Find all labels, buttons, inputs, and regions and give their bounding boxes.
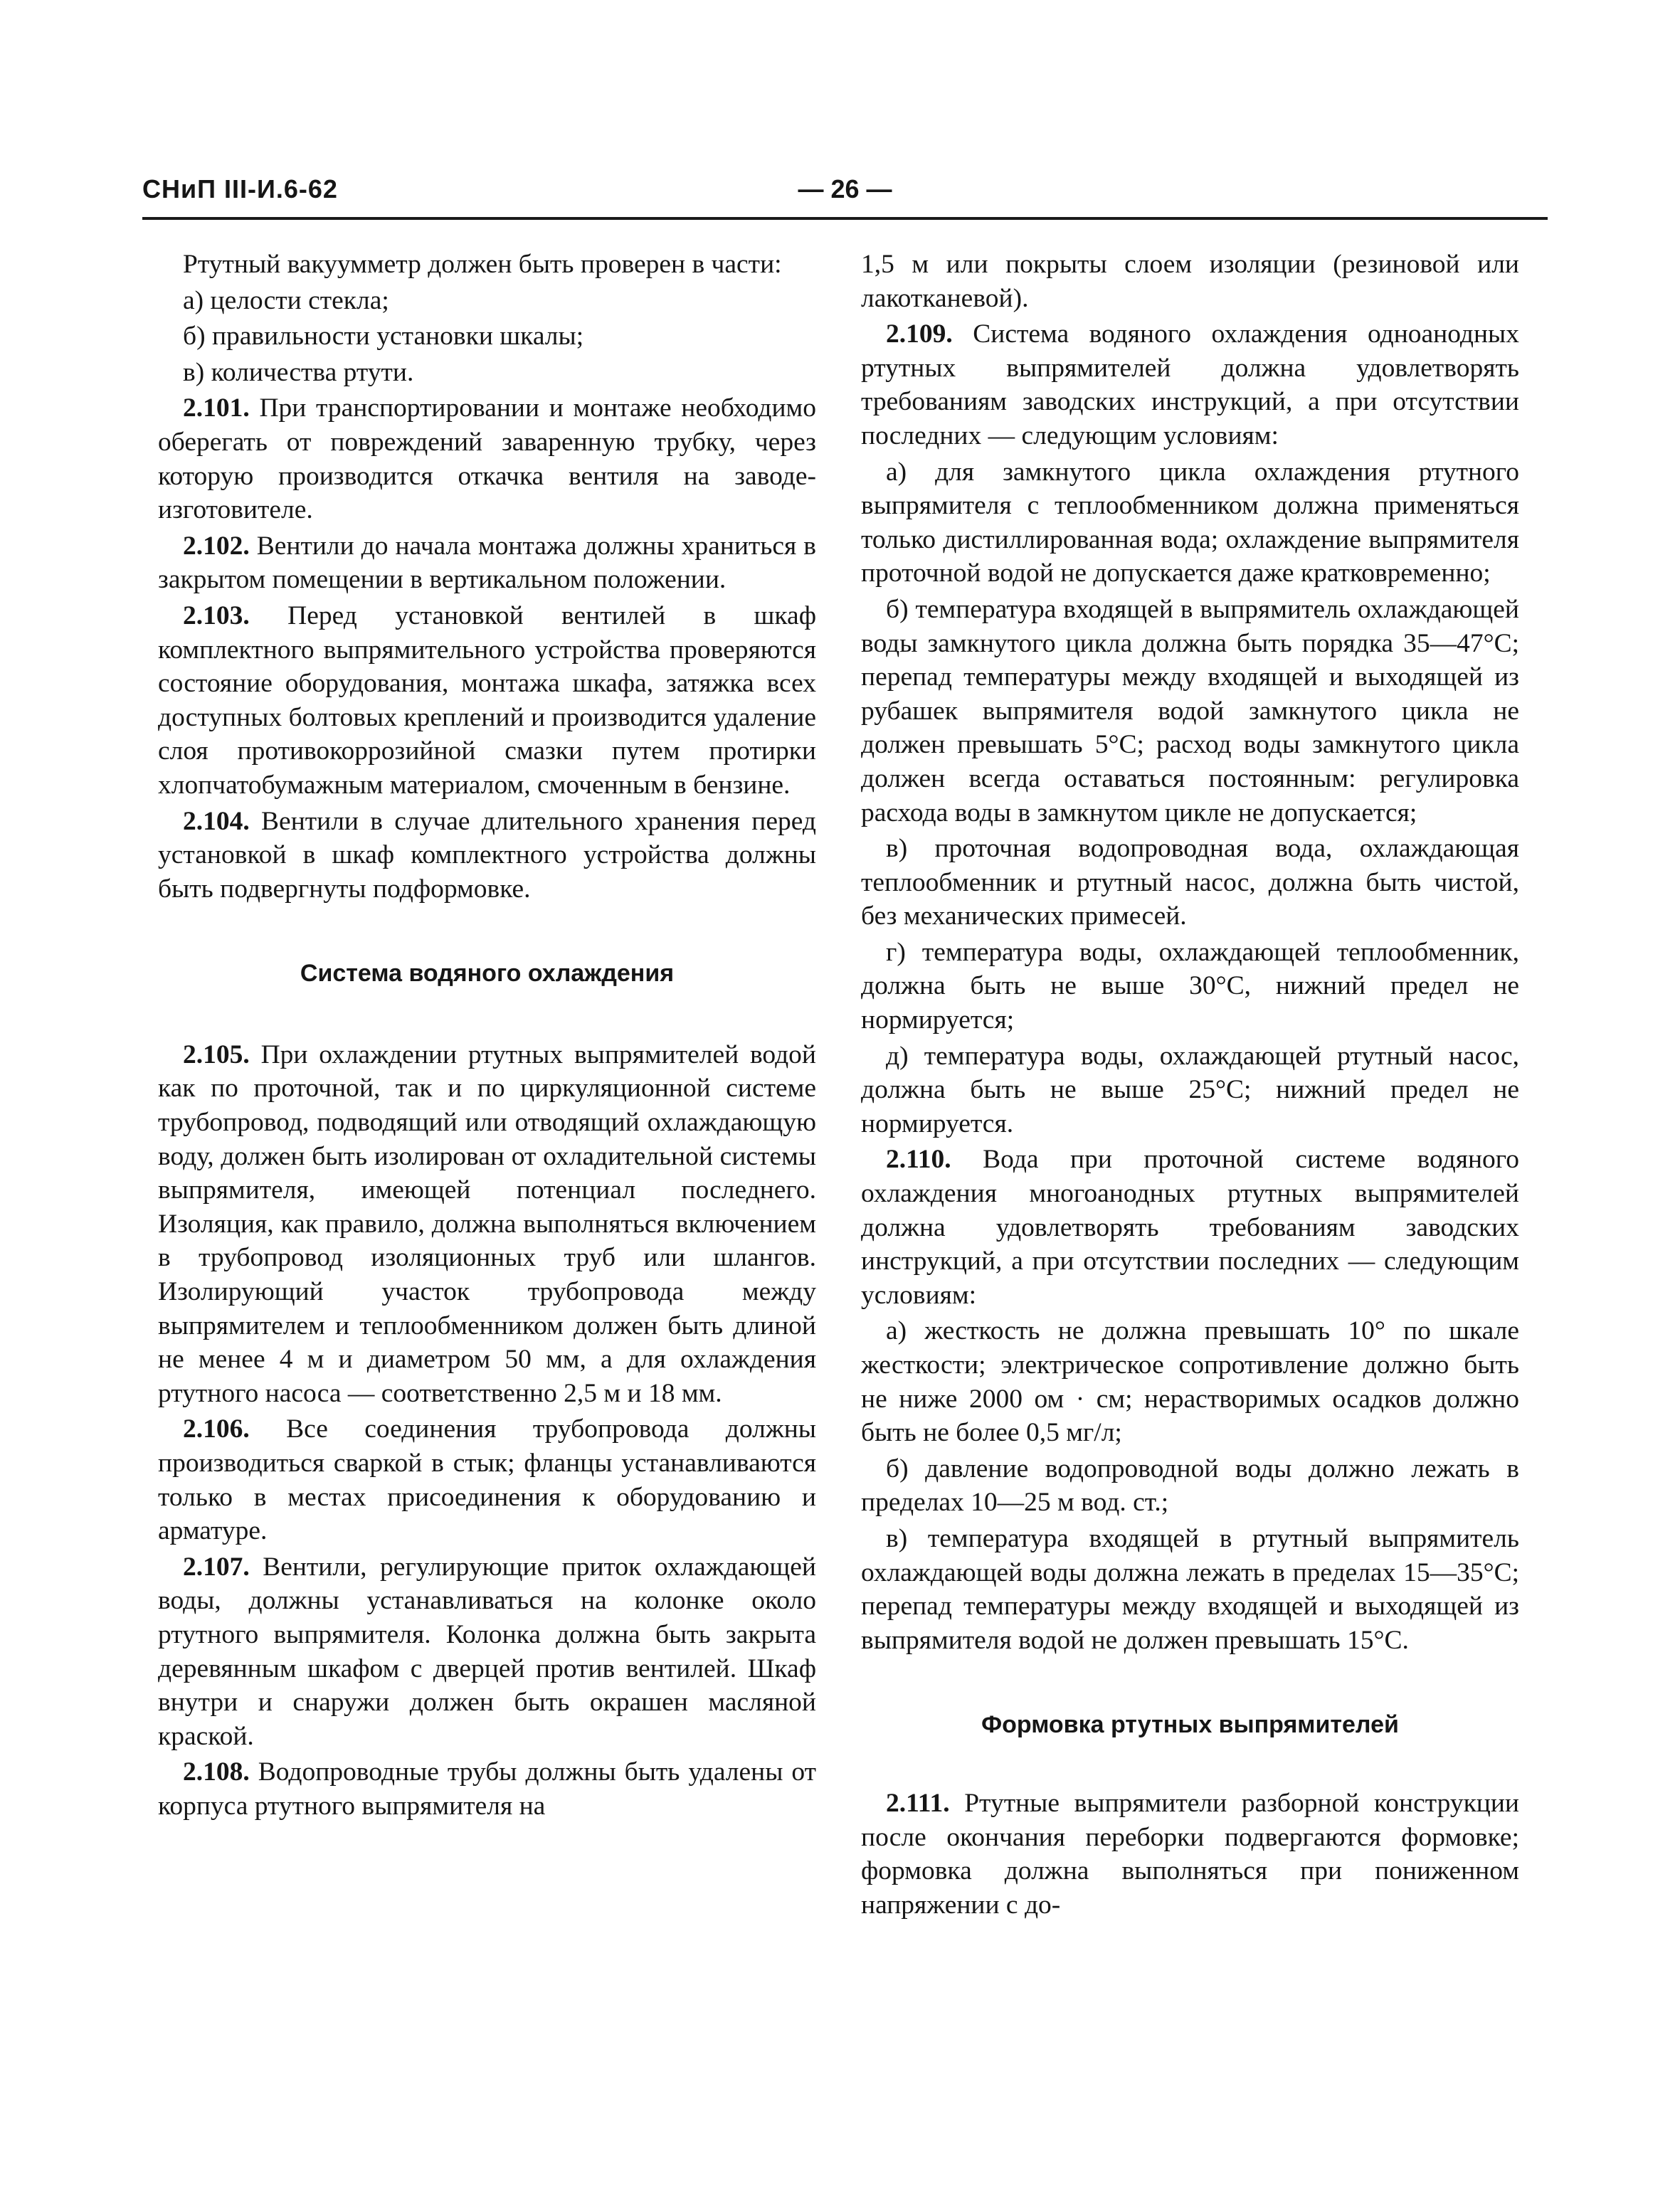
paragraph-text: При транспортировании и монтаже необходимо оберегать от повреждений заваренную трубку, через которую производится откачка вентиля на заводе-изготовителе.: [158, 393, 816, 525]
paragraph-text: Водопроводные трубы должны быть удалены от корпуса ртутного выпрямителя на: [158, 1757, 817, 1821]
clause-number: 2.103.: [183, 601, 250, 630]
list-item-text: а) для замкнутого цикла охлаждения ртутного выпрямителя с теплообменником должна применяться только дистиллированная вода; охлаждение выпрямителя проточной водой не допускается даже кратковременно;: [861, 457, 1519, 588]
paragraph-2-102: [158, 529, 816, 597]
list-item-text: а) жесткость не должна превышать 10° по шкале жесткости; электрическое сопротивление должно быть не ниже 2000 ом · см; нерастворимых осадков должно быть не более 0,5 мг/л;: [861, 1316, 1519, 1448]
page-header: [142, 174, 1548, 217]
clause-number: 2.107.: [183, 1552, 250, 1582]
clause-number: 2.104.: [183, 806, 250, 836]
list-item: [158, 284, 816, 318]
list-item: [861, 1314, 1519, 1449]
list-item: [861, 455, 1519, 591]
list-item: [158, 319, 816, 354]
list-item-text: в) проточная водопроводная вода, охлаждающая теплообменник и ртутный насос, должна быть чистой, без механических примесей.: [861, 834, 1519, 931]
paragraph-2-101: [158, 391, 816, 527]
clause-number: 2.111.: [886, 1788, 950, 1818]
paragraph-2-105: [158, 1038, 816, 1411]
paragraph-2-107: [158, 1550, 816, 1754]
right-column: [861, 248, 1519, 1924]
clause-number: 2.101.: [183, 393, 250, 423]
list-item-text: в) температура входящей в ртутный выпрямитель охлаждающей воды должна лежать в пределах 15—35°С; перепад температуры между входящей и выходящей из выпрямителя водой не должен превышать 15°С.: [861, 1523, 1519, 1655]
paragraph-2-108-continued: [861, 248, 1519, 315]
list-item-text: а) целости стекла;: [183, 285, 389, 315]
list-item: [861, 1452, 1519, 1520]
list-item-text: в) количества ртути.: [183, 357, 414, 387]
list-item: [861, 1522, 1519, 1657]
paragraph-2-106: [158, 1412, 816, 1548]
paragraph-text: При охлаждении ртутных выпрямителей водой как по проточной, так и по циркуляционной системе трубопровод, подводящий или отводящий охлаждающую воду, должен быть изолирован от охладительной системы выпрямителя, имеющей потенциал последнего. Изоляция, как правило, должна выполняться включением в трубопровод изоляционных труб или шлангов. Изолирующий участок трубопровода между выпрямителем и теплообменником должен быть длиной не менее 4 м и диаметром 50 мм, а для охлаждения ртутного насоса — соответственно 2,5 м и 18 мм.: [158, 1039, 816, 1408]
list-item-text: б) давление водопроводной воды должно лежать в пределах 10—25 м вод. ст.;: [861, 1454, 1519, 1518]
section-heading: Формовка ртутных выпрямителей: [981, 1711, 1399, 1739]
list-item: [861, 832, 1519, 933]
list-item: [861, 1039, 1519, 1141]
list-item-text: д) температура воды, охлаждающей ртутный насос, должна быть не выше 25°С; нижний предел не нормируется.: [861, 1041, 1519, 1138]
document-code: СНиП III-И.6-62: [142, 174, 338, 203]
paragraph-text: Вентили до начала монтажа должны храниться в закрытом помещении в вертикальном положении.: [158, 531, 816, 595]
paragraph-text: Вентили в случае длительного хранения перед установкой в шкаф комплектного устройства должны быть подвергнуты подформовке.: [158, 806, 816, 904]
paragraph-2-108: [158, 1755, 816, 1823]
paragraph-2-104: [158, 805, 816, 906]
clause-number: 2.109.: [886, 319, 953, 349]
paragraph-text: Все соединения трубопровода должны производиться сваркой в стык; фланцы устанавливаются только в местах присоединения к оборудованию и арматуре.: [158, 1414, 817, 1546]
clause-number: 2.106.: [183, 1414, 250, 1444]
paragraph-2-103: [158, 599, 816, 803]
paragraph-text: Вентили, регулирующие приток охлаждающей воды, должны устанавливаться на колонке около ртутного выпрямителя. Колонка должна быть закрыта деревянным шкафом с дверцей против вентилей. Шкаф внутри и снаружи должен быть окрашен масляной краской.: [158, 1552, 816, 1751]
clause-number: 2.102.: [183, 531, 250, 561]
paragraph-text: Перед установкой вентилей в шкаф комплектного выпрямительного устройства проверяются состояние оборудования, монтажа шкафа, затяжка всех доступных болтовых креплений и производится удаление слоя противокоррозийной смазки путем протирки хлопчатобумажным материалом, смоченным в бензине.: [158, 601, 817, 800]
paragraph-text: Вода при проточной системе водяного охлаждения многоанодных ртутных выпрямителей должна удовлетворять требованиям заводских инструкций, а при отсутствии последних — следующим условиям:: [861, 1145, 1520, 1310]
paragraph-2-111: [861, 1787, 1519, 1922]
clause-number: 2.105.: [183, 1039, 250, 1069]
clause-number: 2.110.: [886, 1145, 951, 1175]
list-item-text: б) температура входящей в выпрямитель охлаждающей воды замкнутого цикла должна быть порядка 35—47°С; перепад температуры между входящей и выходящей из рубашек выпрямителя водой замкнутого цикла не должен превышать 5°С; расход воды замкнутого цикла должен всегда оставаться постоянным: регулировка расхода воды в замкнутом цикле не допускается;: [861, 594, 1519, 827]
page-number: — 26 —: [798, 174, 892, 203]
left-column: [158, 248, 816, 1826]
section-heading: Система водяного охлаждения: [300, 960, 675, 988]
list-item-text: б) правильности установки шкалы;: [183, 322, 584, 351]
paragraph-2-110: [861, 1143, 1519, 1312]
list-item-text: г) температура воды, охлаждающей теплообменник, должна быть не выше 30°С, нижний предел не нормируется;: [861, 937, 1519, 1035]
list-item: [861, 936, 1519, 1037]
paragraph-text: Ртутные выпрямители разборной конструкции после окончания переборки подвергаются формовке; формовка должна выполняться при пониженном напряжении с до-: [861, 1788, 1520, 1920]
header-rule: [142, 217, 1548, 220]
paragraph-text: 1,5 м или покрыты слоем изоляции (резиновой или лакотканевой).: [861, 250, 1519, 313]
paragraph-text: Система водяного охлаждения одноанодных ртутных выпрямителей должна удовлетворять требованиям заводских инструкций, а при отсутствии последних — следующим условиям:: [861, 319, 1519, 450]
paragraph-2-109: [861, 317, 1519, 453]
paragraph-intro: [158, 248, 816, 282]
list-item: [861, 593, 1519, 830]
clause-number: 2.108.: [183, 1757, 250, 1787]
paragraph-text: Ртутный вакуумметр должен быть проверен в части:: [183, 250, 782, 279]
list-item: [158, 356, 816, 390]
